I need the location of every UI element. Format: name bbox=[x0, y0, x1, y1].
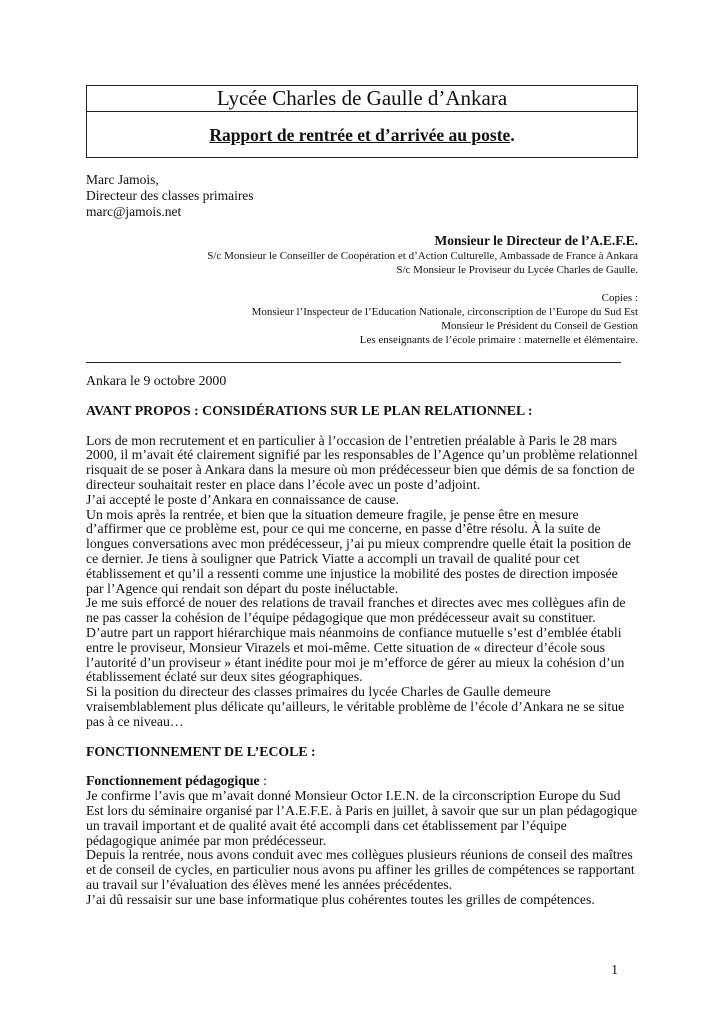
title-box bbox=[86, 85, 638, 158]
section-heading-fonctionnement: FONCTIONNEMENT DE L’ECOLE : bbox=[86, 743, 316, 759]
author-name: Marc Jamois, bbox=[86, 172, 159, 187]
author-role: Directeur des classes primaires bbox=[86, 188, 254, 203]
copy-recipient: Les enseignants de l’école primaire : maternelle et élémentaire. bbox=[359, 334, 638, 346]
copy-recipient: Monsieur le Président du Conseil de Gestion bbox=[441, 320, 638, 332]
subsection-heading-colon: : bbox=[259, 773, 267, 789]
paragraph: Si la position du directeur des classes primaires du lycée Charles de Gaulle demeure vraisemblablement plus délicate qu’ailleurs, le véritable problème de l’école d’Ankara ne se situe pas à ce niveau… bbox=[86, 684, 625, 729]
section-heading-avant-propos: AVANT PROPOS : CONSIDÉRATIONS SUR LE PLAN RELATIONNEL : bbox=[86, 402, 533, 418]
paragraph: Lors de mon recrutement et en particulier à l’occasion de l’entretien préalable à Paris le 28 mars 2000, il m’avait été clairement signifié par les responsables de l’Agence qu’un problème relationnel risquait de se poser à Ankara dans la mesure où mon prédécesseur bien que démis de sa fonction de directeur souhaitait rester en place dans l’école avec un poste d’adjoint. bbox=[86, 432, 638, 492]
document-title: Lycée Charles de Gaulle d’Ankara bbox=[87, 86, 637, 112]
recipient-sc-line: S/c Monsieur le Conseiller de Coopération et d’Action Culturelle, Ambassade de France à Ankara bbox=[207, 250, 638, 262]
paragraph: Un mois après la rentrée, et bien que la situation demeure fragile, je pense être en mesure d’affirmer que ce problème est, pour ce qui me concerne, en passe d’être résolu. À la suite de longues conversations avec mon prédécesseur, j’ai pu mieux comprendre quelle était la position de ce dernier. Je tiens à souligner que Patrick Viatte a accompli un travail de qualité pour cet établissement et qu’il a ressenti comme une injustice la mobilité des postes de direction imposée par l’Agence qui rendait son départ du poste inéluctable. bbox=[86, 506, 632, 596]
recipient-sc-line: S/c Monsieur le Proviseur du Lycée Charles de Gaulle. bbox=[396, 264, 638, 276]
copies-label: Copies : bbox=[601, 292, 638, 304]
paragraph: Je confirme l’avis que m’avait donné Monsieur Octor I.E.N. de la circonscription Europe du Sud Est lors du séminaire organisé par l’A.E.F.E. à Paris en juillet, à savoir que sur un plan pédagogique un travail important et de qualité avait été accompli dans cet établissement par l’équipe pédagogique animée par mon prédécesseur. bbox=[86, 788, 638, 848]
paragraph: D’autre part un rapport hiérarchique mais néanmoins de confiance mutuelle s’est d’emblée établi entre le proviseur, Monsieur Virazels et moi-même. Cette situation de « directeur d’école sous l’autorité d’un proviseur » étant inédite pour moi je m’efforce de gérer au mieux la cohésion d’un établissement éclaté sur deux sites géographiques. bbox=[86, 624, 625, 685]
document-body bbox=[86, 374, 638, 908]
paragraph: Depuis la rentrée, nous avons conduit avec mes collègues plusieurs réunions de conseil des maîtres et de conseil de cycles, en particulier nous avons pu affiner les grilles de compétences se rapportant au travail sur l’évaluation des élèves mené les années précédentes. bbox=[86, 847, 635, 892]
subtitle-period: . bbox=[510, 125, 515, 145]
copy-recipient: Monsieur l’Inspecteur de l’Education Nationale, circonscription de l’Europe du Sud Est bbox=[251, 306, 638, 318]
page-number: 1 bbox=[611, 962, 618, 977]
letter-date: Ankara le 9 octobre 2000 bbox=[86, 373, 227, 388]
recipients-block bbox=[207, 232, 638, 347]
recipient-main: Monsieur le Directeur de l’A.E.F.E. bbox=[434, 233, 638, 248]
paragraph: Je me suis efforcé de nouer des relations de travail franches et directes avec mes collègues afin de ne pas casser la cohésion de l’équipe pédagogique que mon prédécesseur avait su constituer. bbox=[86, 595, 626, 626]
subtitle-text: Rapport de rentrée et d’arrivée au poste bbox=[209, 125, 511, 145]
subsection-heading-text: Fonctionnement pédagogique bbox=[86, 773, 260, 789]
document-subtitle bbox=[87, 112, 637, 159]
horizontal-rule bbox=[86, 362, 621, 363]
author-email: marc@jamois.net bbox=[86, 204, 182, 219]
paragraph: J’ai accepté le poste d’Ankara en connaissance de cause. bbox=[86, 491, 399, 507]
subsection-heading bbox=[86, 774, 638, 789]
author-block bbox=[86, 172, 254, 220]
paragraph: J’ai dû ressaisir sur une base informatique plus cohérentes toutes les grilles de compétences. bbox=[86, 891, 595, 907]
